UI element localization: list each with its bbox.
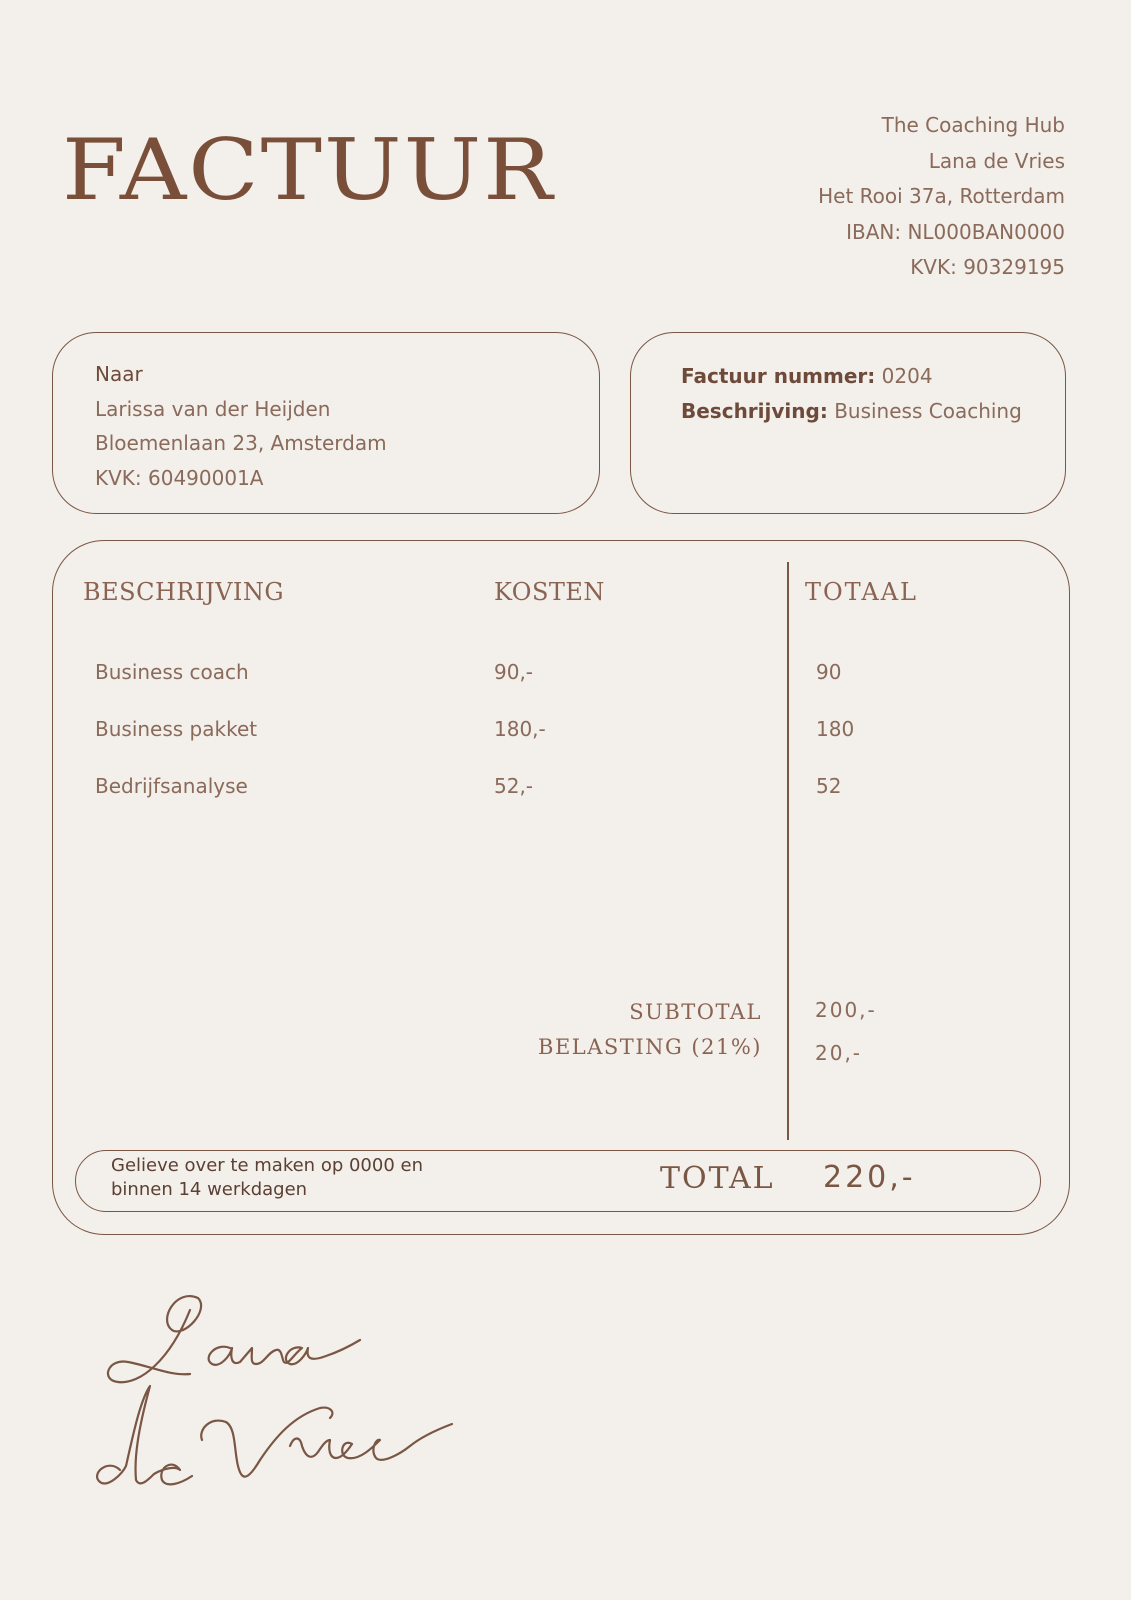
invoice-number-line [681, 359, 1022, 394]
recipient-kvk: KVK: 60490001A [95, 465, 264, 490]
total-label: TOTAL [660, 1161, 775, 1196]
header-total: TOTAAL [805, 578, 918, 606]
total-value: 220,- [823, 1160, 916, 1195]
line-items-table [52, 540, 1070, 1235]
row-2-total: 180 [816, 717, 855, 741]
invoice-number-label: Factuur nummer: [681, 364, 876, 388]
sender-kvk: KVK: 90329195 [910, 255, 1065, 279]
header-description: BESCHRIJVING [83, 578, 285, 606]
invoice-title: FACTUUR [62, 120, 555, 220]
tax-label: BELASTING (21%) [538, 1035, 762, 1059]
signature [80, 1290, 500, 1530]
recipient-box [52, 332, 600, 514]
subtotal-value: 200,- [815, 998, 877, 1022]
payment-note [111, 1154, 423, 1202]
row-2-cost: 180,- [494, 717, 546, 741]
column-divider [787, 562, 789, 1140]
subtotal-label: SUBTOTAL [629, 1000, 762, 1024]
tax-value: 20,- [815, 1041, 863, 1065]
invoice-description: Business Coaching [834, 398, 1022, 423]
sender-company: The Coaching Hub [881, 113, 1065, 137]
invoice-description-line [681, 394, 1022, 429]
payment-note-line-1: Gelieve over te maken op 0000 en [111, 1155, 423, 1176]
invoice-description-label: Beschrijving: [681, 398, 828, 423]
row-3-total: 52 [816, 774, 842, 798]
row-3-cost: 52,- [494, 774, 534, 798]
recipient-address: Bloemenlaan 23, Amsterdam [95, 431, 387, 455]
invoice-info-box [630, 332, 1066, 514]
sender-iban: IBAN: NL000BAN0000 [846, 219, 1065, 244]
sender-address: Het Rooi 37a, Rotterdam [818, 184, 1065, 208]
recipient-heading: Naar [95, 362, 143, 386]
payment-note-line-2: binnen 14 werkdagen [111, 1179, 308, 1200]
sender-block [818, 108, 1065, 286]
sender-name: Lana de Vries [928, 148, 1065, 173]
row-2-description: Business pakket [95, 717, 258, 741]
invoice-number: 0204 [881, 364, 933, 388]
header-cost: KOSTEN [494, 578, 605, 606]
row-3-description: Bedrijfsanalyse [95, 774, 248, 798]
row-1-total: 90 [816, 660, 842, 684]
row-1-description: Business coach [95, 660, 249, 684]
recipient-name: Larissa van der Heijden [95, 396, 331, 421]
row-1-cost: 90,- [494, 660, 534, 684]
